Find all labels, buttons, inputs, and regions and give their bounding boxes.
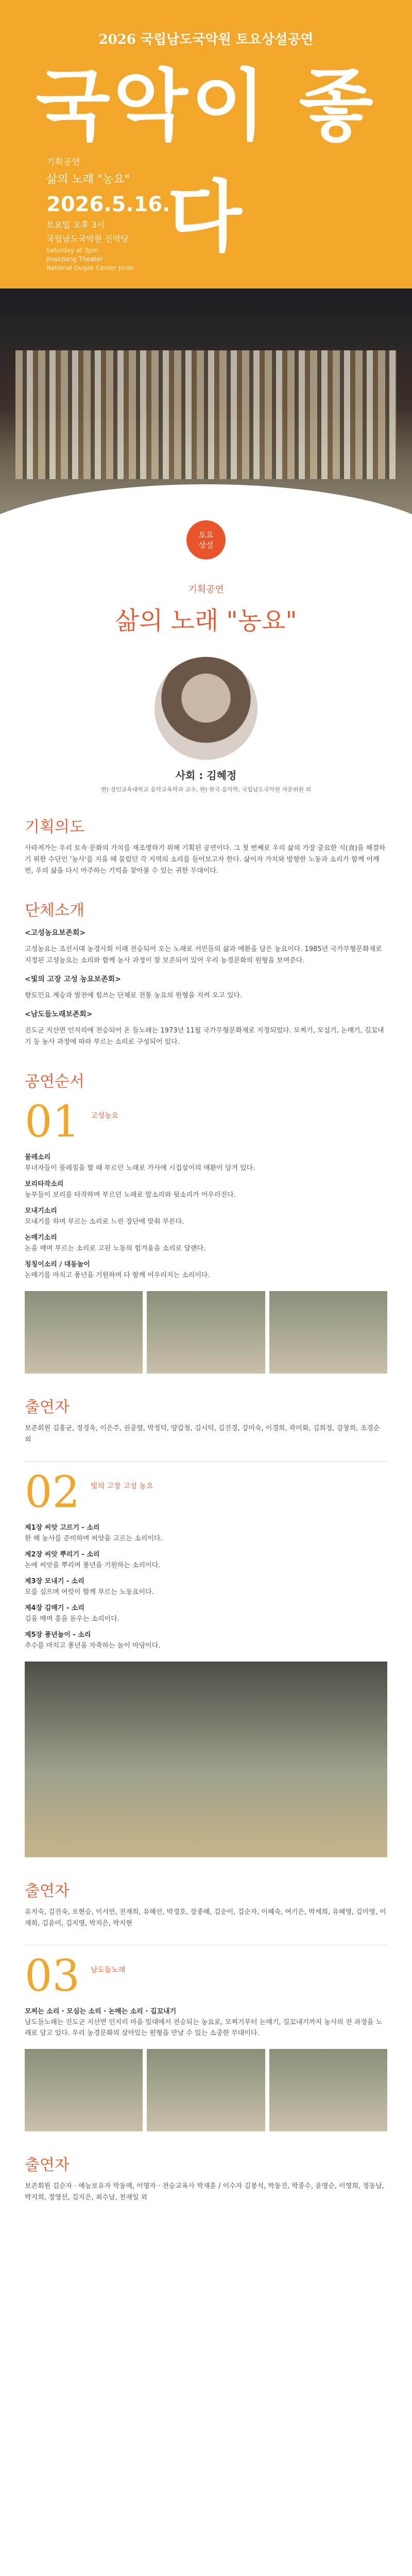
part-item: 모내기소리 모내기를 하며 부르는 소리로 느린 장단에 맞춰 부른다. bbox=[25, 1207, 184, 1226]
part-photos bbox=[25, 1291, 387, 1374]
group-text: 고성농요는 조선시대 농경사회 이래 전승되어 오는 노래로 서민들의 삶과 애환을 담은 농요이다. 1985년 국가무형문화재로 지정된 고성농요는 소리와 함께 농사 과정이 잘 보존되어 있어 우리 농경문화의 원형을 보여준다. bbox=[25, 945, 382, 964]
group-text: 진도군 지산면 인지리에 전승되어 온 들노래는 1973년 11월 국가무형문화재로 지정되었다. 모찌기, 모심기, 논매기, 길꼬내기 등 농사 과정에 따라 부르는 소리로 구성되어 있다. bbox=[25, 1027, 384, 1046]
part-item: 제4장 김매기 - 소리 김을 매며 흥을 돋우는 소리이다. bbox=[25, 1604, 119, 1623]
performance-photo bbox=[25, 1291, 143, 1374]
part-item: 물레소리 부녀자들이 물레질을 할 때 부르던 노래로 가사에 시집살이의 애환이 담겨 있다. bbox=[25, 1154, 255, 1172]
hero-time: 토요일 오후 3시 bbox=[46, 220, 105, 230]
cast-heading: 출연자 bbox=[25, 2156, 70, 2174]
saturday-badge: 토요 상설 bbox=[186, 520, 226, 560]
hero-venue: 국립남도국악원 진악당 bbox=[46, 234, 129, 244]
part-item: 칭칭이소리 / 대동놀이 논매기를 마치고 풍년을 기원하며 다 함께 어우러지는 소리이다. bbox=[25, 1261, 210, 1279]
speaker-photo bbox=[154, 657, 258, 760]
groups-section bbox=[0, 897, 412, 1048]
performance-photo bbox=[25, 1662, 387, 1857]
hero-title: 국악이 좋다 bbox=[36, 60, 376, 262]
speaker-name: 사회 : 김혜정 bbox=[175, 769, 237, 782]
part-item: 보리타작소리 농부들이 보리를 타작하며 부르던 노래로 앞소리와 뒷소리가 어우러진다. bbox=[25, 1180, 236, 1199]
hero-banner bbox=[0, 0, 412, 551]
part-3 bbox=[25, 1945, 387, 2204]
speaker-desc: 현) 경인교육대학교 음악교육학과 교수, 현) 한국 음악학, 국립남도국악원 자문위원 외 bbox=[100, 786, 312, 793]
part-item: 제1장 씨앗 고르기 - 소리 한 해 농사를 준비하며 씨앗을 고르는 소리이다. bbox=[25, 1524, 163, 1543]
hero-date: 2026.5.16. bbox=[46, 193, 170, 216]
planning-section bbox=[0, 814, 412, 877]
planning-heading: 기획의도 bbox=[25, 818, 84, 836]
part-number: 01 bbox=[25, 1096, 80, 1147]
hero-program: 삶의 노래 "농요" bbox=[46, 173, 130, 186]
part-label: 남도들노래 bbox=[90, 1966, 126, 1974]
performance-photo bbox=[269, 2049, 387, 2131]
cast-list: 보존회원 김홍균, 정경욱, 이은주, 권중렬, 박정덕, 양갑철, 김시덕, 김진경, 강미숙, 이경희, 곽미화, 김희정, 강창희, 조경순 외 bbox=[25, 1425, 380, 1444]
hero-info bbox=[46, 155, 170, 273]
part-2 bbox=[25, 1462, 387, 1945]
performance-photo bbox=[147, 2049, 265, 2131]
group-name: <빛의 고장 고성 농요보존회> bbox=[25, 975, 121, 984]
performance-photo bbox=[147, 1291, 265, 1374]
part-item: 제2장 씨앗 뿌리기 - 소리 논에 씨앗을 뿌리며 풍년을 기원하는 소리이다. bbox=[25, 1551, 161, 1569]
hero-eng: Saturday at 3pm Jinakdang Theater National Gugak Center Jindo bbox=[46, 247, 134, 272]
performance-photo bbox=[25, 2049, 143, 2131]
group-name: <고성농요보존회> bbox=[25, 929, 86, 937]
part-number: 03 bbox=[25, 1951, 80, 2001]
cast-heading: 출연자 bbox=[25, 1398, 70, 1416]
groups-heading: 단체소개 bbox=[25, 902, 84, 920]
hero-photo bbox=[0, 289, 412, 551]
cast-list: 보존회원 김순자 · 예능보유자 박동매, 이영자 · 전승교육사 박재훈 / 이수자 김봉석, 박동진, 박종수, 윤영순, 이영희, 정동남, 박지희, 정영선, 김지은, 최수남, 천재일 외 bbox=[25, 2182, 384, 2201]
part-label: 고성농요 bbox=[90, 1112, 119, 1120]
hero-top-line: 2026 국립남도국악원 토요상설공연 bbox=[98, 32, 314, 47]
intro-section bbox=[0, 551, 412, 793]
performance-photo bbox=[269, 1291, 387, 1374]
group-text: 향토민요 계승과 발전에 힘쓰는 단체로 전통 농요의 원형을 지켜 오고 있다. bbox=[25, 992, 243, 999]
cast-heading: 출연자 bbox=[25, 1882, 70, 1900]
part-item: 제5장 풍년놀이 - 소리 추수를 마치고 풍년을 자축하는 놀이 마당이다. bbox=[25, 1631, 161, 1650]
program-heading: 공연순서 bbox=[25, 1073, 84, 1091]
hero-subtitle: 기획공연 bbox=[46, 157, 80, 167]
group-name: <남도들노래보존회> bbox=[25, 1010, 93, 1019]
program-section bbox=[0, 1069, 412, 2204]
part-1 bbox=[25, 1091, 387, 1462]
part-number: 02 bbox=[25, 1467, 80, 1517]
intro-kicker: 기획공연 bbox=[188, 584, 224, 595]
cast-list: 유지숙, 김진숙, 오현승, 이서연, 전재희, 유혜선, 박경호, 장종혜, 김순이, 김순자, 이혜숙, 여기은, 박세희, 유혜영, 김미영, 이재희, 김윤미, 김지영, 박지은, 박지현 bbox=[25, 1908, 386, 1927]
intro-title: 삶의 노래 "농요" bbox=[115, 606, 297, 635]
part-photos bbox=[25, 2049, 387, 2131]
part-item: 논매기소리 논을 매며 부르는 소리로 고된 노동의 힘겨움을 소리로 달랜다. bbox=[25, 1234, 206, 1252]
stage-image bbox=[15, 350, 397, 479]
part-item: 모찌는 소리 · 모심는 소리 · 논매는 소리 · 길꼬내기 남도들노래는 진도군 지산면 인지리 마을 일대에서 전승되는 농요로, 모찌기부터 논매기, 길꼬내기까지 농사의 전 과정을 노래로 담고 있다. 우리 농경문화의 살아있는 원형을 만날 수 있는 소중한 무대이다. bbox=[25, 2008, 383, 2037]
planning-text: 사라져가는 우리 토속 문화의 가치를 재조명하기 위해 기획된 공연이다. 그 첫 번째로 우리 삶의 가장 중요한 식(食)을 해결하기 위한 수단인 '농사'를 지을 때 불렀던 각 지역의 소리를 들어보고자 한다. 삶이자 가치와 방향한 노동과 소리가 함께 어깨 번, 우리 삶을 다시 마주하는 기억을 찾아볼 수 있는 귀한 무대이다. bbox=[25, 844, 386, 875]
part-label: 빛의 고장 고성 농요 bbox=[90, 1482, 153, 1490]
part-item: 제3장 모내기 - 소리 모를 심으며 여럿이 함께 부르는 노동요이다. bbox=[25, 1578, 154, 1596]
